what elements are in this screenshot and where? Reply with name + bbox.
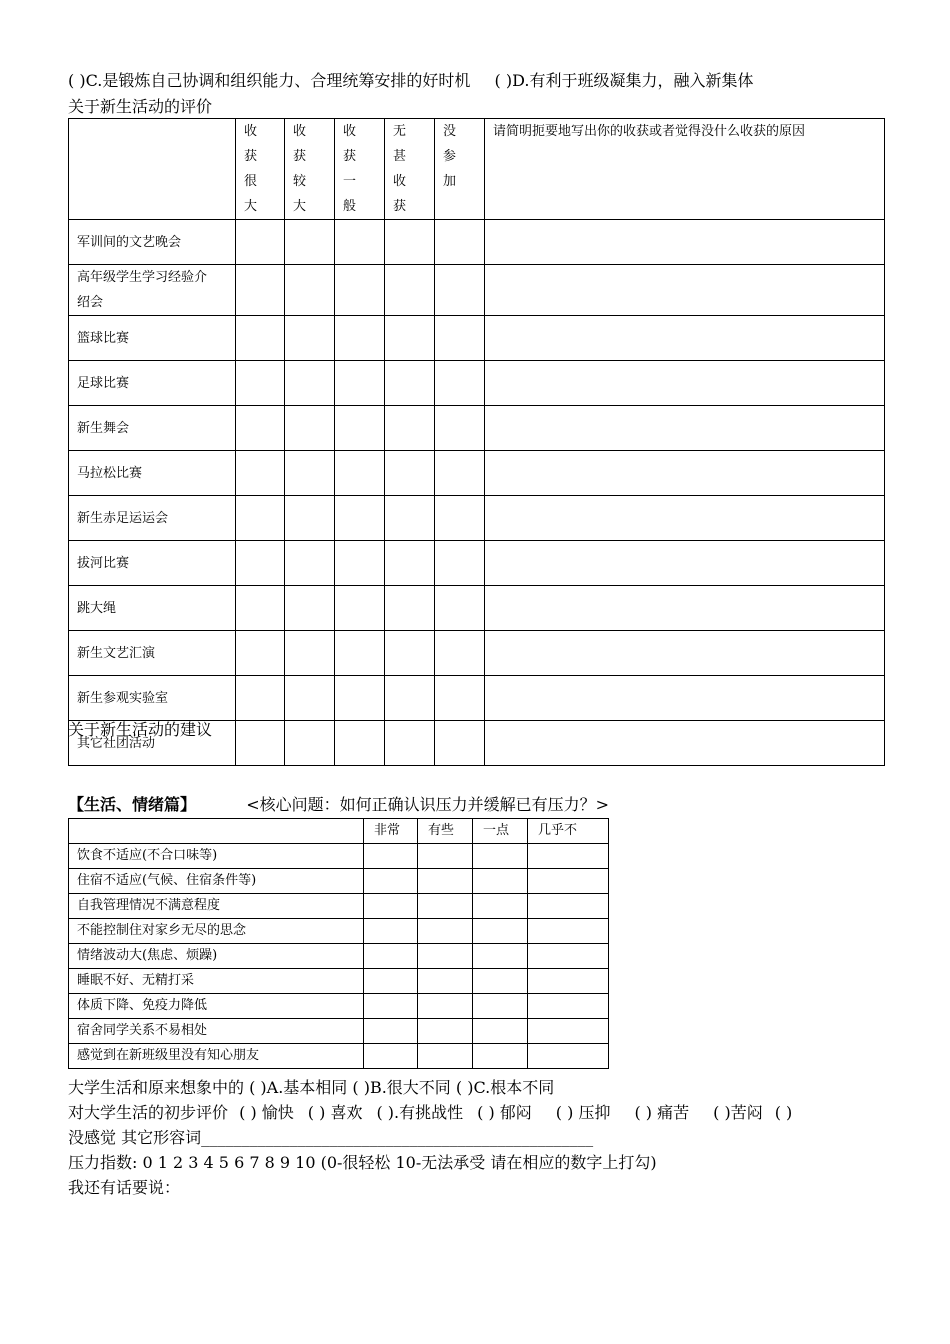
stress-item-label: 睡眠不好、无精打采 xyxy=(69,969,364,994)
rating-cell[interactable] xyxy=(435,586,485,631)
rating-cell[interactable] xyxy=(285,406,335,451)
eval-row xyxy=(69,265,885,316)
rating-cell[interactable] xyxy=(236,220,285,265)
eval-section-title: 关于新生活动的评价 xyxy=(68,97,213,116)
stress-rating-cell[interactable] xyxy=(473,944,528,969)
activity-name: 高年级学生学习经验介 绍会 xyxy=(69,265,236,316)
rating-cell[interactable] xyxy=(236,496,285,541)
rating-cell[interactable] xyxy=(236,631,285,676)
rating-cell[interactable] xyxy=(385,496,435,541)
rating-cell[interactable] xyxy=(285,265,335,316)
stress-rating-cell[interactable] xyxy=(418,919,473,944)
stress-rating-cell[interactable] xyxy=(364,869,418,894)
rating-cell[interactable] xyxy=(435,541,485,586)
rating-cell[interactable] xyxy=(385,721,435,766)
reason-cell[interactable] xyxy=(485,451,885,496)
rating-cell[interactable] xyxy=(285,676,335,721)
eval-header-blank xyxy=(69,119,236,220)
rating-cell[interactable] xyxy=(285,451,335,496)
evaluation-option[interactable]: ( ) 郁闷 xyxy=(477,1103,532,1122)
stress-rating-cell[interactable] xyxy=(364,1019,418,1044)
rating-cell[interactable] xyxy=(236,541,285,586)
rating-cell[interactable] xyxy=(236,265,285,316)
evaluation-option[interactable]: ( ).有挑战性 xyxy=(376,1103,464,1122)
suggestion-label: 关于新生活动的建议 xyxy=(68,720,213,739)
header-gain-fair: 收 获 较大 xyxy=(285,119,335,220)
stress-rating-cell[interactable] xyxy=(528,894,609,919)
rating-cell[interactable] xyxy=(335,220,385,265)
more-to-say: 我还有话要说： xyxy=(68,1178,181,1197)
rating-cell[interactable] xyxy=(385,220,435,265)
stress-item-label: 体质下降、免疫力降低 xyxy=(69,994,364,1019)
stress-rating-cell[interactable] xyxy=(473,844,528,869)
eval-row xyxy=(69,631,885,676)
rating-cell[interactable] xyxy=(335,721,385,766)
eval-row xyxy=(69,406,885,451)
evaluation-option[interactable]: ( ) 愉快 xyxy=(239,1103,294,1122)
rating-cell[interactable] xyxy=(236,316,285,361)
rating-cell[interactable] xyxy=(435,220,485,265)
option-d: ( )D.有利于班级凝集力，融入新集体 xyxy=(494,71,754,90)
stress-rating-cell[interactable] xyxy=(528,969,609,994)
header-reason: 请简明扼要地写出你的收获或者觉得没什么收获的原因 xyxy=(485,119,885,220)
rating-cell[interactable] xyxy=(335,586,385,631)
stress-item-label: 住宿不适应(气候、住宿条件等) xyxy=(69,869,364,894)
rating-cell[interactable] xyxy=(285,361,335,406)
reason-cell[interactable] xyxy=(485,541,885,586)
rating-cell[interactable] xyxy=(435,406,485,451)
life-section-heading xyxy=(68,795,609,815)
stress-row xyxy=(69,894,609,919)
rating-cell[interactable] xyxy=(435,451,485,496)
rating-cell[interactable] xyxy=(236,676,285,721)
stress-table xyxy=(68,818,609,1069)
rating-cell[interactable] xyxy=(435,631,485,676)
rating-cell[interactable] xyxy=(435,265,485,316)
rating-cell[interactable] xyxy=(385,265,435,316)
stress-row xyxy=(69,1019,609,1044)
eval-row xyxy=(69,361,885,406)
rating-cell[interactable] xyxy=(236,361,285,406)
reason-cell[interactable] xyxy=(485,265,885,316)
activity-evaluation-table xyxy=(68,118,885,766)
rating-cell[interactable] xyxy=(335,451,385,496)
rating-cell[interactable] xyxy=(335,406,385,451)
reason-cell[interactable] xyxy=(485,361,885,406)
header-gain-little: 无 甚 收获 xyxy=(385,119,435,220)
stress-rating-cell[interactable] xyxy=(364,919,418,944)
stress-item-label: 感觉到在新班级里没有知心朋友 xyxy=(69,1044,364,1069)
rating-cell[interactable] xyxy=(335,631,385,676)
reason-cell[interactable] xyxy=(485,406,885,451)
core-question: <核心问题：如何正确认识压力并缓解已有压力？> xyxy=(246,795,610,814)
reason-cell[interactable] xyxy=(485,496,885,541)
q-evaluation xyxy=(68,1103,883,1123)
reason-cell[interactable] xyxy=(485,586,885,631)
stress-rating-cell[interactable] xyxy=(418,944,473,969)
reason-cell[interactable] xyxy=(485,220,885,265)
rating-cell[interactable] xyxy=(385,631,435,676)
rating-cell[interactable] xyxy=(385,451,435,496)
stress-item-label: 宿舍同学关系不易相处 xyxy=(69,1019,364,1044)
stress-rating-cell[interactable] xyxy=(418,869,473,894)
stress-item-label: 情绪波动大(焦虑、烦躁) xyxy=(69,944,364,969)
stress-item-label: 不能控制住对家乡无尽的思念 xyxy=(69,919,364,944)
stress-rating-cell[interactable] xyxy=(364,894,418,919)
rating-cell[interactable] xyxy=(236,721,285,766)
q-evaluation-line2: 没感觉 其它形容词_________________________________________________ xyxy=(68,1128,594,1147)
activity-name: 新生舞会 xyxy=(69,406,236,451)
stress-row xyxy=(69,1044,609,1069)
stress-rating-cell[interactable] xyxy=(364,844,418,869)
rating-cell[interactable] xyxy=(385,316,435,361)
stress-rating-cell[interactable] xyxy=(473,919,528,944)
rating-cell[interactable] xyxy=(435,361,485,406)
stress-rating-cell[interactable] xyxy=(528,1019,609,1044)
reason-cell[interactable] xyxy=(485,316,885,361)
activity-name: 新生参观实验室 xyxy=(69,676,236,721)
activity-name: 拔河比赛 xyxy=(69,541,236,586)
stress-rating-cell[interactable] xyxy=(473,894,528,919)
stress-row xyxy=(69,844,609,869)
eval-row xyxy=(69,586,885,631)
stress-row xyxy=(69,919,609,944)
stress-rating-cell[interactable] xyxy=(528,844,609,869)
stress-rating-cell[interactable] xyxy=(418,894,473,919)
stress-rating-cell[interactable] xyxy=(528,869,609,894)
stress-header-blank xyxy=(69,819,364,844)
stress-rating-cell[interactable] xyxy=(364,969,418,994)
stress-rating-cell[interactable] xyxy=(364,1044,418,1069)
evaluation-option[interactable]: ( ) 喜欢 xyxy=(307,1103,363,1122)
stress-header-little: 一点 xyxy=(473,819,528,844)
stress-item-label: 饮食不适应(不合口味等) xyxy=(69,844,364,869)
rating-cell[interactable] xyxy=(335,361,385,406)
evaluation-option[interactable]: ( ) 压抑 xyxy=(555,1103,611,1122)
stress-rating-cell[interactable] xyxy=(418,1019,473,1044)
eval-row xyxy=(69,220,885,265)
stress-rating-cell[interactable] xyxy=(473,1019,528,1044)
header-gain-large: 收获 很大 xyxy=(236,119,285,220)
stress-item-label: 自我管理情况不满意程度 xyxy=(69,894,364,919)
rating-cell[interactable] xyxy=(236,586,285,631)
rating-cell[interactable] xyxy=(385,586,435,631)
stress-index: 压力指数: 0 1 2 3 4 5 6 7 8 9 10 (0-很轻松 10-无法承受 请在相应的数字上打勾) xyxy=(68,1153,657,1172)
stress-rating-cell[interactable] xyxy=(418,994,473,1019)
stress-header-very: 非常 xyxy=(364,819,418,844)
stress-rating-cell[interactable] xyxy=(418,1044,473,1069)
rating-cell[interactable] xyxy=(435,496,485,541)
activity-name: 新生赤足运运会 xyxy=(69,496,236,541)
stress-header-almost-none: 几乎不 xyxy=(528,819,609,844)
eval-header-row xyxy=(69,119,885,220)
rating-cell[interactable] xyxy=(335,265,385,316)
eval-row xyxy=(69,451,885,496)
activity-name: 足球比赛 xyxy=(69,361,236,406)
stress-rating-cell[interactable] xyxy=(418,969,473,994)
stress-row xyxy=(69,994,609,1019)
stress-row xyxy=(69,969,609,994)
rating-cell[interactable] xyxy=(236,451,285,496)
rating-cell[interactable] xyxy=(435,676,485,721)
rating-cell[interactable] xyxy=(385,541,435,586)
rating-cell[interactable] xyxy=(285,316,335,361)
stress-rating-cell[interactable] xyxy=(473,869,528,894)
rating-cell[interactable] xyxy=(385,361,435,406)
stress-rating-cell[interactable] xyxy=(528,944,609,969)
activity-name: 军训间的文艺晚会 xyxy=(69,220,236,265)
stress-header-some: 有些 xyxy=(418,819,473,844)
rating-cell[interactable] xyxy=(435,316,485,361)
stress-rating-cell[interactable] xyxy=(528,1044,609,1069)
stress-header-row xyxy=(69,819,609,844)
rating-cell[interactable] xyxy=(285,586,335,631)
stress-rating-cell[interactable] xyxy=(528,919,609,944)
reason-cell[interactable] xyxy=(485,721,885,766)
activity-name: 新生文艺汇演 xyxy=(69,631,236,676)
reason-cell[interactable] xyxy=(485,676,885,721)
stress-rating-cell[interactable] xyxy=(364,994,418,1019)
eval-row xyxy=(69,541,885,586)
eval-row xyxy=(69,316,885,361)
rating-cell[interactable] xyxy=(335,316,385,361)
reason-cell[interactable] xyxy=(485,631,885,676)
header-not-joined: 没 参 加 xyxy=(435,119,485,220)
rating-cell[interactable] xyxy=(285,631,335,676)
header-gain-normal: 收 获 一般 xyxy=(335,119,385,220)
evaluation-option[interactable]: ( ) 痛苦 xyxy=(634,1103,690,1122)
stress-row xyxy=(69,869,609,894)
stress-rating-cell[interactable] xyxy=(528,994,609,1019)
rating-cell[interactable] xyxy=(335,676,385,721)
activity-name: 篮球比赛 xyxy=(69,316,236,361)
option-c: ( )C.是锻炼自己协调和组织能力、合理统筹安排的好时机 xyxy=(68,71,471,90)
eval-row xyxy=(69,676,885,721)
rating-cell[interactable] xyxy=(385,676,435,721)
life-section-title: 【生活、情绪篇】 xyxy=(68,795,197,814)
eval-row xyxy=(69,496,885,541)
stress-rating-cell[interactable] xyxy=(473,969,528,994)
rating-cell[interactable] xyxy=(285,496,335,541)
activity-name: 马拉松比赛 xyxy=(69,451,236,496)
evaluation-option[interactable]: ( )苦闷 xyxy=(713,1103,763,1122)
evaluation-option[interactable]: ( ) xyxy=(774,1103,793,1122)
stress-rating-cell[interactable] xyxy=(473,994,528,1019)
q-expectation: 大学生活和原来想象中的 ( )A.基本相同 ( )B.很大不同 ( )C.根本不同 xyxy=(68,1078,555,1097)
rating-cell[interactable] xyxy=(335,496,385,541)
stress-rating-cell[interactable] xyxy=(418,844,473,869)
activity-name: 其它社团活动 xyxy=(69,721,236,766)
rating-cell[interactable] xyxy=(285,541,335,586)
activity-name: 跳大绳 xyxy=(69,586,236,631)
q-evaluation-prefix: 对大学生活的初步评价 xyxy=(68,1103,229,1122)
rating-cell[interactable] xyxy=(435,721,485,766)
rating-cell[interactable] xyxy=(385,406,435,451)
stress-rating-cell[interactable] xyxy=(473,1044,528,1069)
stress-rating-cell[interactable] xyxy=(364,944,418,969)
rating-cell[interactable] xyxy=(335,541,385,586)
rating-cell[interactable] xyxy=(285,220,335,265)
rating-cell[interactable] xyxy=(285,721,335,766)
stress-row xyxy=(69,944,609,969)
option-line-cd xyxy=(68,71,753,91)
rating-cell[interactable] xyxy=(236,406,285,451)
